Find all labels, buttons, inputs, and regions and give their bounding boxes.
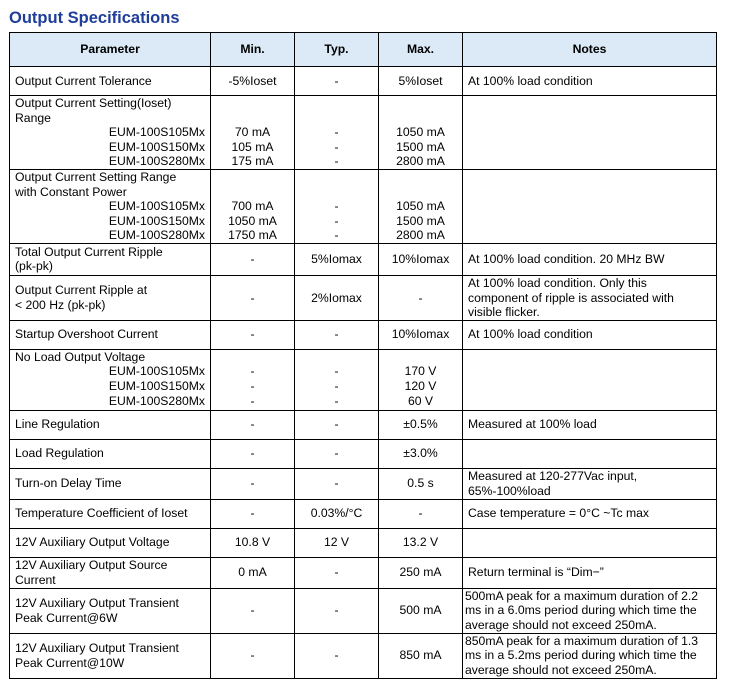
notes-cell <box>463 410 717 439</box>
parameter-cell <box>10 439 211 468</box>
notes-line: 850mA peak for a maximum duration of 1.3 <box>465 633 699 648</box>
typ-cell-value: 2%Iomax <box>311 290 362 305</box>
notes-cell <box>463 588 717 633</box>
parameter-label: Startup Overshoot Current <box>15 327 158 342</box>
typ-cell-value: - <box>334 154 339 169</box>
typ-cell-value: - <box>334 125 339 140</box>
table-row <box>10 633 717 678</box>
table-row <box>10 169 717 243</box>
min-cell-value: - <box>250 417 255 432</box>
notes-cell <box>463 633 717 678</box>
model-label: EUM-100S150Mx <box>108 378 205 393</box>
typ-cell-value: - <box>334 364 339 379</box>
min-cell <box>211 67 295 96</box>
max-cell-value: - <box>418 506 423 521</box>
parameter-label: Output Current Ripple at <box>15 283 148 298</box>
notes-cell <box>463 243 717 275</box>
typ-cell <box>295 499 379 528</box>
typ-cell-value: - <box>334 73 339 88</box>
notes-line: Return terminal is “Dim−” <box>468 565 604 580</box>
spacer <box>382 111 459 126</box>
max-cell-value: 0.5 s <box>407 476 434 491</box>
typ-cell <box>295 633 379 678</box>
header-max: Max. <box>379 33 463 67</box>
max-cell-value: 1500 mA <box>396 213 445 228</box>
max-cell <box>379 275 463 320</box>
min-cell-value: - <box>250 378 255 393</box>
min-cell <box>211 275 295 320</box>
parameter-cell <box>10 243 211 275</box>
typ-cell <box>295 67 379 96</box>
typ-cell-value: - <box>334 417 339 432</box>
table-row <box>10 557 717 588</box>
max-cell <box>379 320 463 349</box>
parameter-label: with Constant Power <box>15 184 127 199</box>
max-cell <box>379 633 463 678</box>
min-cell-value: 70 mA <box>234 125 271 140</box>
parameter-label: Peak Current@6W <box>15 610 118 625</box>
parameter-cell <box>10 528 211 557</box>
parameter-cell <box>10 410 211 439</box>
spacer <box>382 96 459 111</box>
max-cell <box>379 528 463 557</box>
typ-cell-value: - <box>334 378 339 393</box>
model-label: EUM-100S105Mx <box>108 364 205 379</box>
min-cell <box>211 320 295 349</box>
min-cell-value: - <box>250 327 255 342</box>
parameter-label: Temperature Coefficient of Ioset <box>15 506 188 521</box>
spacer <box>298 185 375 200</box>
model-label: EUM-100S280Mx <box>108 393 205 408</box>
notes-line: At 100% load condition <box>468 327 593 342</box>
parameter-label: 12V Auxiliary Output Source <box>15 558 168 573</box>
typ-cell-value: 12 V <box>323 535 350 550</box>
notes-cell <box>463 169 717 243</box>
notes-cell <box>463 468 717 499</box>
notes-cell <box>463 528 717 557</box>
table-row <box>10 439 717 468</box>
notes-cell <box>463 275 717 320</box>
spacer <box>298 350 375 365</box>
parameter-cell <box>10 320 211 349</box>
min-cell <box>211 349 295 410</box>
min-cell-value: - <box>250 252 255 267</box>
typ-cell <box>295 528 379 557</box>
spacer <box>382 350 459 365</box>
max-cell-value: 170 V <box>404 364 437 379</box>
notes-line: At 100% load condition. Only this <box>468 275 647 290</box>
max-cell-value: 2800 mA <box>396 228 445 243</box>
parameter-label: 12V Auxiliary Output Transient <box>15 641 179 656</box>
typ-cell <box>295 410 379 439</box>
min-cell-value: - <box>250 506 255 521</box>
min-cell-value: - <box>250 446 255 461</box>
model-label: EUM-100S150Mx <box>108 213 205 228</box>
parameter-cell <box>10 588 211 633</box>
notes-cell <box>463 499 717 528</box>
min-cell <box>211 633 295 678</box>
notes-cell <box>463 96 717 170</box>
parameter-cell <box>10 349 211 410</box>
notes-line: At 100% load condition <box>468 73 593 88</box>
min-cell-value: 10.8 V <box>234 535 271 550</box>
parameter-label: (pk-pk) <box>15 259 53 274</box>
min-cell-value: -5%Ioset <box>228 73 277 88</box>
output-specifications-table <box>9 32 717 679</box>
max-cell-value: ±3.0% <box>403 446 438 461</box>
spacer <box>298 111 375 126</box>
typ-cell <box>295 169 379 243</box>
notes-line: component of ripple is associated with <box>468 290 674 305</box>
spacer <box>382 170 459 185</box>
spacer <box>214 350 291 365</box>
table-row <box>10 588 717 633</box>
max-cell-value: 500 mA <box>399 603 442 618</box>
max-cell-value: 60 V <box>407 393 434 408</box>
min-cell <box>211 410 295 439</box>
parameter-label: Peak Current@10W <box>15 655 125 670</box>
max-cell-value: 250 mA <box>399 565 442 580</box>
typ-cell <box>295 588 379 633</box>
notes-line: Measured at 120-277Vac input, <box>468 469 638 484</box>
parameter-label: 12V Auxiliary Output Transient <box>15 596 179 611</box>
max-cell-value: 13.2 V <box>402 535 439 550</box>
notes-line: ms in a 6.0ms period during which time the <box>465 603 697 618</box>
max-cell <box>379 349 463 410</box>
max-cell-value: 120 V <box>404 378 437 393</box>
typ-cell <box>295 96 379 170</box>
max-cell <box>379 243 463 275</box>
model-label: EUM-100S105Mx <box>108 125 205 140</box>
spacer <box>382 185 459 200</box>
typ-cell <box>295 275 379 320</box>
parameter-cell <box>10 169 211 243</box>
spacer <box>214 96 291 111</box>
max-cell-value: 5%Ioset <box>398 73 443 88</box>
notes-line: ms in a 5.2ms period during which time the <box>465 648 697 663</box>
max-cell-value: 1050 mA <box>396 125 445 140</box>
max-cell-value: 850 mA <box>399 648 442 663</box>
model-label: EUM-100S280Mx <box>108 228 205 243</box>
typ-cell-value: - <box>334 327 339 342</box>
parameter-label: Load Regulation <box>15 446 104 461</box>
notes-cell <box>463 557 717 588</box>
min-cell-value: - <box>250 290 255 305</box>
typ-cell-value: - <box>334 139 339 154</box>
typ-cell-value: 0.03%/°C <box>310 506 363 521</box>
typ-cell-value: - <box>334 565 339 580</box>
typ-cell <box>295 439 379 468</box>
max-cell-value: ±0.5% <box>403 417 438 432</box>
parameter-cell <box>10 67 211 96</box>
min-cell-value: - <box>250 393 255 408</box>
notes-cell <box>463 67 717 96</box>
model-label: EUM-100S105Mx <box>108 199 205 214</box>
header-row <box>10 33 717 67</box>
typ-cell-value: - <box>334 603 339 618</box>
min-cell-value: - <box>250 364 255 379</box>
notes-line: visible flicker. <box>468 305 540 320</box>
parameter-cell <box>10 275 211 320</box>
page-title: Output Specifications <box>9 9 180 27</box>
max-cell <box>379 499 463 528</box>
table-row <box>10 275 717 320</box>
table-row <box>10 410 717 439</box>
min-cell-value: 105 mA <box>231 139 274 154</box>
min-cell <box>211 439 295 468</box>
typ-cell-value: - <box>334 446 339 461</box>
min-cell <box>211 557 295 588</box>
min-cell <box>211 243 295 275</box>
typ-cell-value: - <box>334 648 339 663</box>
max-cell <box>379 557 463 588</box>
max-cell <box>379 588 463 633</box>
parameter-label: Output Current Setting Range <box>15 169 177 184</box>
parameter-label: Output Current Tolerance <box>15 73 152 88</box>
notes-line: average should not exceed 250mA. <box>465 618 657 633</box>
notes-line: Case temperature = 0°C ~Tc max <box>468 506 649 521</box>
typ-cell <box>295 243 379 275</box>
max-cell-value: - <box>418 290 423 305</box>
min-cell <box>211 96 295 170</box>
max-cell <box>379 169 463 243</box>
parameter-label: 12V Auxiliary Output Voltage <box>15 535 170 550</box>
max-cell <box>379 468 463 499</box>
parameter-cell <box>10 468 211 499</box>
table-row <box>10 468 717 499</box>
max-cell-value: 10%Iomax <box>391 252 450 267</box>
table-row <box>10 528 717 557</box>
typ-cell-value: 5%Iomax <box>311 252 362 267</box>
max-cell <box>379 410 463 439</box>
table-row <box>10 96 717 170</box>
typ-cell <box>295 468 379 499</box>
parameter-label: Range <box>15 110 51 125</box>
notes-cell <box>463 439 717 468</box>
spacer <box>298 170 375 185</box>
min-cell <box>211 499 295 528</box>
notes-line: Measured at 100% load <box>468 417 597 432</box>
min-cell <box>211 169 295 243</box>
notes-cell <box>463 349 717 410</box>
table-row <box>10 499 717 528</box>
min-cell-value: - <box>250 603 255 618</box>
model-label: EUM-100S150Mx <box>108 139 205 154</box>
spacer <box>298 96 375 111</box>
typ-cell-value: - <box>334 213 339 228</box>
table-row <box>10 67 717 96</box>
min-cell-value: - <box>250 648 255 663</box>
parameter-label: No Load Output Voltage <box>15 349 146 364</box>
typ-cell-value: - <box>334 199 339 214</box>
typ-cell-value: - <box>334 476 339 491</box>
notes-line: 500mA peak for a maximum duration of 2.2 <box>465 588 699 603</box>
model-label: EUM-100S280Mx <box>108 154 205 169</box>
parameter-label: Total Output Current Ripple <box>15 244 163 259</box>
min-cell-value: 0 mA <box>238 565 267 580</box>
header-typ: Typ. <box>295 33 379 67</box>
max-cell-value: 10%Iomax <box>391 327 450 342</box>
table-row <box>10 243 717 275</box>
max-cell-value: 2800 mA <box>396 154 445 169</box>
notes-cell <box>463 320 717 349</box>
max-cell <box>379 67 463 96</box>
typ-cell <box>295 557 379 588</box>
header-parameter: Parameter <box>10 33 211 67</box>
min-cell <box>211 588 295 633</box>
notes-line: At 100% load condition. 20 MHz BW <box>468 252 665 267</box>
min-cell-value: 700 mA <box>231 199 274 214</box>
header-notes: Notes <box>463 33 717 67</box>
typ-cell-value: - <box>334 393 339 408</box>
max-cell <box>379 96 463 170</box>
max-cell <box>379 439 463 468</box>
min-cell-value: 175 mA <box>231 154 274 169</box>
parameter-cell <box>10 96 211 170</box>
min-cell-value: 1050 mA <box>228 213 277 228</box>
parameter-label: < 200 Hz (pk-pk) <box>15 297 106 312</box>
header-min: Min. <box>211 33 295 67</box>
min-cell <box>211 528 295 557</box>
typ-cell <box>295 320 379 349</box>
min-cell <box>211 468 295 499</box>
parameter-cell <box>10 633 211 678</box>
parameter-label: Output Current Setting(Ioset) <box>15 96 172 110</box>
typ-cell-value: - <box>334 228 339 243</box>
parameter-label: Line Regulation <box>15 417 100 432</box>
max-cell-value: 1500 mA <box>396 139 445 154</box>
parameter-cell <box>10 557 211 588</box>
spacer <box>214 185 291 200</box>
typ-cell <box>295 349 379 410</box>
min-cell-value: 1750 mA <box>228 228 277 243</box>
parameter-cell <box>10 499 211 528</box>
notes-line: average should not exceed 250mA. <box>465 662 657 677</box>
max-cell-value: 1050 mA <box>396 199 445 214</box>
parameter-label: Current <box>15 572 56 587</box>
notes-line: 65%-100%load <box>468 483 551 498</box>
table-row <box>10 320 717 349</box>
spacer <box>214 111 291 126</box>
spacer <box>214 170 291 185</box>
parameter-label: Turn-on Delay Time <box>15 476 122 491</box>
table-row <box>10 349 717 410</box>
min-cell-value: - <box>250 476 255 491</box>
